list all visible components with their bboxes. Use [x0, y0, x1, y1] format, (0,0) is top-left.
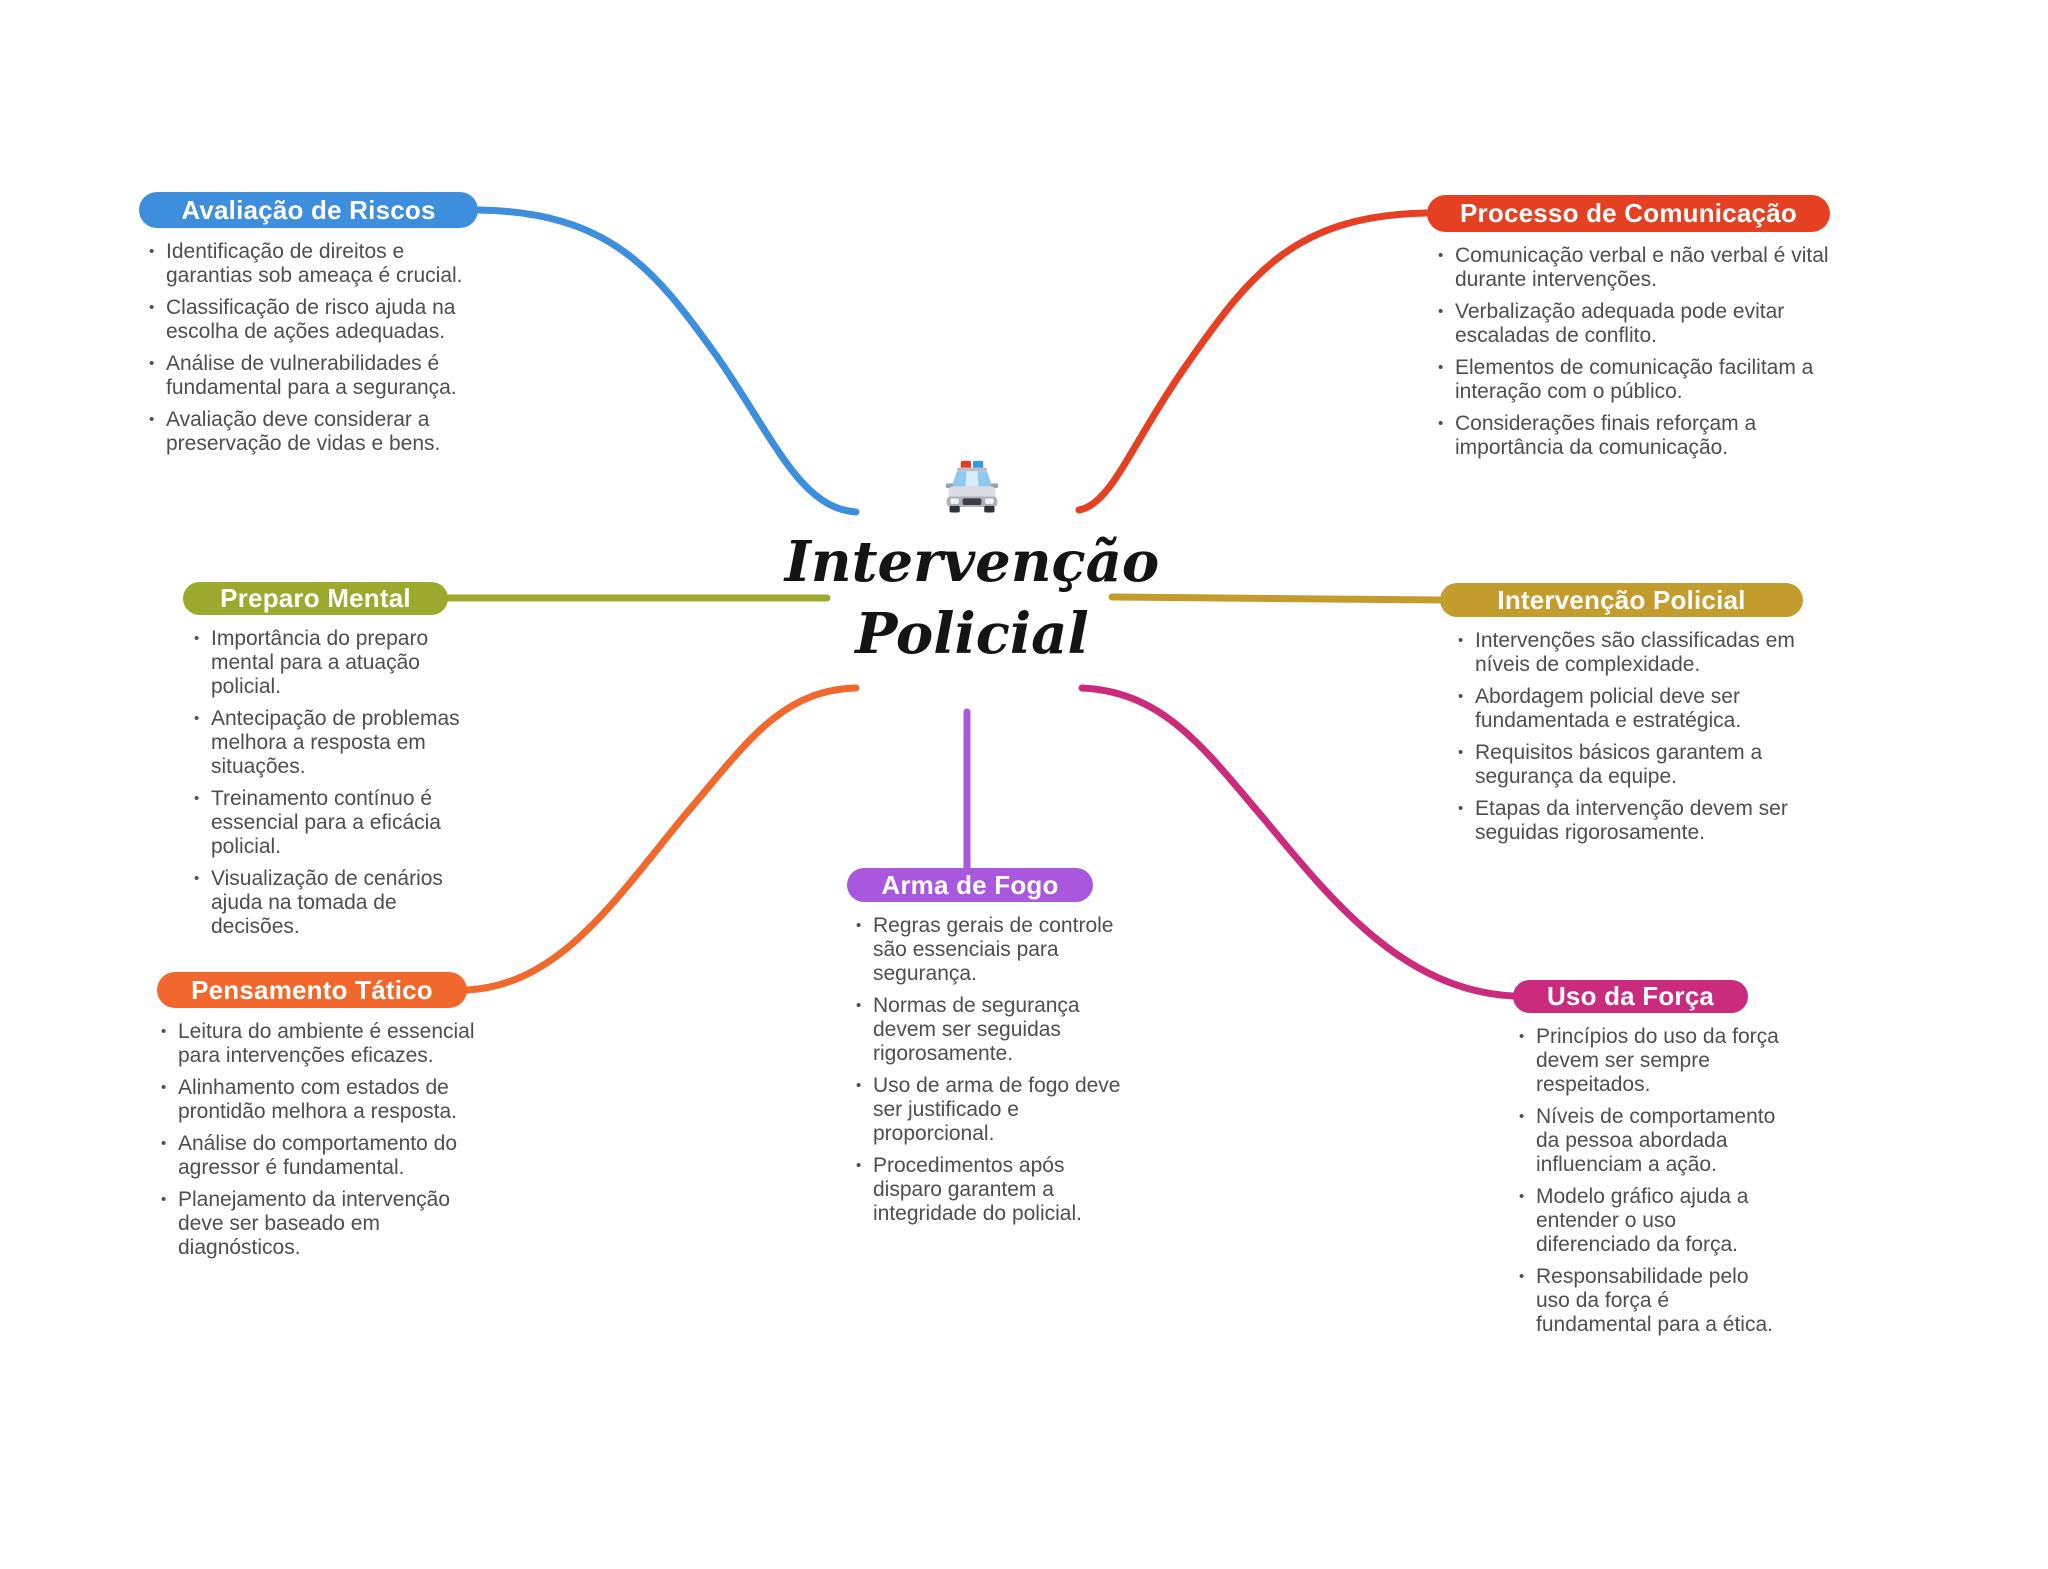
- bullet-item: • Normas de segurança devem ser seguidas rigorosamente.: [855, 994, 1127, 1066]
- bullet-item: • Modelo gráfico ajuda a entender o uso diferenciado da força.: [1518, 1185, 1786, 1257]
- branch-preparo-mental: [183, 582, 488, 947]
- branch-title-pill[interactable]: [847, 868, 1093, 902]
- branch-title-label: Arma de Fogo: [881, 869, 1059, 900]
- bullet-item: • Verbalização adequada pode evitar escaladas de conflito.: [1437, 300, 1835, 348]
- central-title-line1: Intervenção: [784, 529, 1160, 595]
- police-car-icon: [942, 458, 1002, 520]
- branch-title-label: Uso da Força: [1546, 981, 1715, 1011]
- branch-avaliacao-de-riscos: [139, 192, 486, 464]
- branch-arma-de-fogo: [847, 868, 1127, 1234]
- branch-title-label: Pensamento Tático: [191, 974, 433, 1005]
- branch-bullet-list: [148, 240, 486, 456]
- branch-processo-de-comunicacao: [1427, 195, 1835, 468]
- bullet-item: • Treinamento contínuo é essencial para a eficácia policial.: [193, 787, 488, 859]
- branch-bullet-list: [193, 627, 488, 939]
- branch-bullet-list: [160, 1020, 500, 1260]
- bullet-item: • Elementos de comunicação facilitam a interação com o público.: [1437, 356, 1835, 404]
- bullet-item: • Abordagem policial deve ser fundamentada e estratégica.: [1457, 685, 1809, 733]
- branch-title-pill[interactable]: [1427, 195, 1830, 232]
- central-title-line2: Policial: [855, 601, 1089, 667]
- bullet-item: • Importância do preparo mental para a atuação policial.: [193, 627, 488, 699]
- branch-bullet-list: [1457, 629, 1809, 845]
- bullet-item: • Avaliação deve considerar a preservação de vidas e bens.: [148, 408, 486, 456]
- bullet-item: • Alinhamento com estados de prontidão melhora a resposta.: [160, 1076, 500, 1124]
- branch-title-label: Intervenção Policial: [1497, 584, 1746, 615]
- bullet-item: • Visualização de cenários ajuda na tomada de decisões.: [193, 867, 488, 939]
- connector-pensamento-tatico: [467, 688, 856, 990]
- bullet-item: • Classificação de risco ajuda na escolha de ações adequadas.: [148, 296, 486, 344]
- bullet-item: • Regras gerais de controle são essenciais para segurança.: [855, 914, 1127, 986]
- branch-pensamento-tatico: [157, 972, 500, 1268]
- central-topic[interactable]: [762, 458, 1182, 670]
- bullet-item: • Leitura do ambiente é essencial para intervenções eficazes.: [160, 1020, 500, 1068]
- central-topic-title: [785, 526, 1160, 670]
- branch-title-pill[interactable]: [1513, 980, 1748, 1013]
- branch-uso-da-forca: [1513, 980, 1786, 1345]
- bullet-item: • Princípios do uso da força devem ser sempre respeitados.: [1518, 1025, 1786, 1097]
- bullet-item: • Análise do comportamento do agressor é fundamental.: [160, 1132, 500, 1180]
- branch-title-label: Avaliação de Riscos: [181, 194, 436, 225]
- bullet-item: • Identificação de direitos e garantias sob ameaça é crucial.: [148, 240, 486, 288]
- branch-title-label: Preparo Mental: [220, 583, 411, 613]
- branch-title-pill[interactable]: [1440, 583, 1803, 617]
- branch-title-pill[interactable]: [139, 192, 478, 228]
- branch-intervencao-policial: [1440, 583, 1809, 853]
- branch-title-pill[interactable]: [183, 582, 448, 615]
- bullet-item: • Antecipação de problemas melhora a resposta em situações.: [193, 707, 488, 779]
- branch-bullet-list: [1518, 1025, 1786, 1337]
- bullet-item: • Responsabilidade pelo uso da força é fundamental para a ética.: [1518, 1265, 1786, 1337]
- bullet-item: • Intervenções são classificadas em níveis de complexidade.: [1457, 629, 1809, 677]
- branch-bullet-list: [1437, 244, 1835, 460]
- bullet-item: • Planejamento da intervenção deve ser baseado em diagnósticos.: [160, 1188, 500, 1260]
- branch-bullet-list: [855, 914, 1127, 1226]
- bullet-item: • Uso de arma de fogo deve ser justificado e proporcional.: [855, 1074, 1127, 1146]
- bullet-item: • Análise de vulnerabilidades é fundamental para a segurança.: [148, 352, 486, 400]
- bullet-item: • Etapas da intervenção devem ser seguidas rigorosamente.: [1457, 797, 1809, 845]
- bullet-item: • Comunicação verbal e não verbal é vital durante intervenções.: [1437, 244, 1835, 292]
- bullet-item: • Níveis de comportamento da pessoa abordada influenciam a ação.: [1518, 1105, 1786, 1177]
- bullet-item: • Procedimentos após disparo garantem a integridade do policial.: [855, 1154, 1127, 1226]
- branch-title-pill[interactable]: [157, 972, 467, 1008]
- branch-title-label: Processo de Comunicação: [1460, 198, 1797, 228]
- bullet-item: • Considerações finais reforçam a importância da comunicação.: [1437, 412, 1835, 460]
- bullet-item: • Requisitos básicos garantem a segurança da equipe.: [1457, 741, 1809, 789]
